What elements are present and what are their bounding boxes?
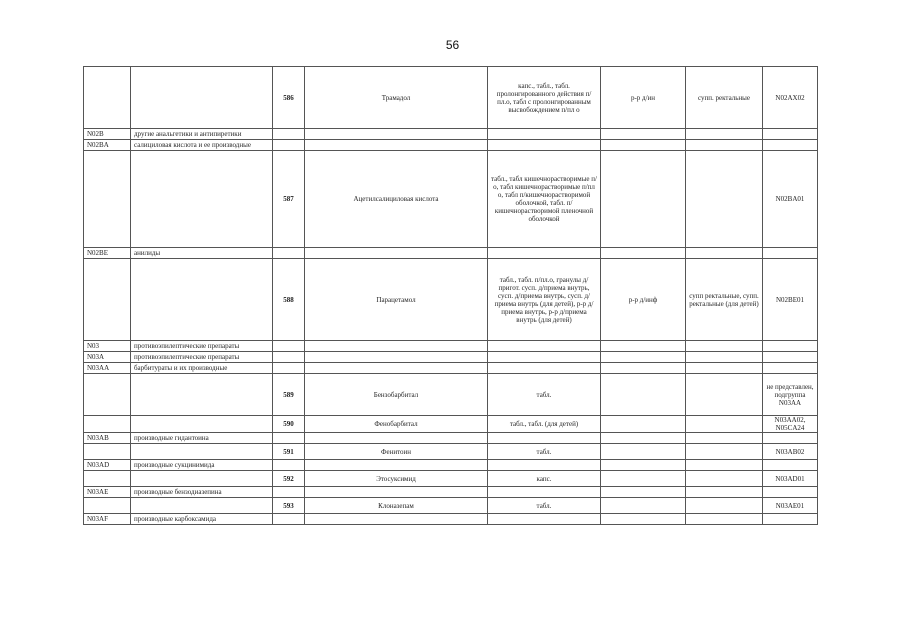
code-cell (84, 416, 131, 433)
dosage-form: капс., табл., табл. пролонгированного действия п/пл.о, табл с пролонгированным высвобождением п/пл о (488, 67, 601, 129)
drug-name (305, 487, 488, 498)
suppository-form (686, 341, 763, 352)
drug-name: Клоназепам (305, 498, 488, 514)
drug-row (84, 444, 818, 460)
group-cell (131, 259, 273, 341)
drug-name (305, 352, 488, 363)
code-cell (84, 151, 131, 248)
injection-form (601, 433, 686, 444)
drug-row (84, 259, 818, 341)
drug-name: Фенитоин (305, 444, 488, 460)
injection-form (601, 151, 686, 248)
drug-name (305, 341, 488, 352)
drug-number (273, 129, 305, 140)
injection-form: р-р д/ин (601, 67, 686, 129)
drug-name (305, 433, 488, 444)
drug-number (273, 341, 305, 352)
suppository-form (686, 433, 763, 444)
group-row (84, 248, 818, 259)
drug-number: 589 (273, 374, 305, 416)
atc-code (763, 352, 818, 363)
suppository-form: супп ректальные, супп. ректальные (для детей) (686, 259, 763, 341)
code-cell: N02BA (84, 140, 131, 151)
group-cell: противоэпилептические препараты (131, 341, 273, 352)
drug-name (305, 363, 488, 374)
dosage-form: табл., табл. (для детей) (488, 416, 601, 433)
code-cell (84, 444, 131, 460)
drug-name: Этосуксимид (305, 471, 488, 487)
drug-row (84, 374, 818, 416)
suppository-form (686, 487, 763, 498)
injection-form (601, 341, 686, 352)
group-row (84, 341, 818, 352)
drug-number: 593 (273, 498, 305, 514)
code-cell (84, 498, 131, 514)
dosage-form (488, 363, 601, 374)
drug-number (273, 140, 305, 151)
group-cell: производные карбоксамида (131, 514, 273, 525)
group-cell (131, 498, 273, 514)
suppository-form: супп. ректальные (686, 67, 763, 129)
injection-form (601, 498, 686, 514)
drug-row (84, 67, 818, 129)
injection-form (601, 444, 686, 460)
atc-code (763, 129, 818, 140)
dosage-form (488, 352, 601, 363)
injection-form (601, 248, 686, 259)
dosage-form: капс. (488, 471, 601, 487)
group-cell (131, 67, 273, 129)
atc-code: N02AX02 (763, 67, 818, 129)
code-cell (84, 67, 131, 129)
code-cell: N03AB (84, 433, 131, 444)
suppository-form (686, 514, 763, 525)
suppository-form (686, 416, 763, 433)
drug-number: 591 (273, 444, 305, 460)
drug-name: Парацетамол (305, 259, 488, 341)
dosage-form (488, 487, 601, 498)
injection-form (601, 514, 686, 525)
drug-name: Трамадол (305, 67, 488, 129)
group-cell: производные сукцинимида (131, 460, 273, 471)
code-cell (84, 374, 131, 416)
group-row (84, 433, 818, 444)
group-cell: другие анальгетики и антипиретики (131, 129, 273, 140)
page-number: 56 (445, 38, 460, 52)
group-row (84, 487, 818, 498)
suppository-form (686, 352, 763, 363)
suppository-form (686, 151, 763, 248)
drug-number (273, 514, 305, 525)
drug-number: 586 (273, 67, 305, 129)
code-cell: N03AA (84, 363, 131, 374)
suppository-form (686, 140, 763, 151)
drug-number (273, 363, 305, 374)
drug-table (83, 66, 818, 525)
drug-number: 590 (273, 416, 305, 433)
dosage-form (488, 433, 601, 444)
atc-code: N03AE01 (763, 498, 818, 514)
dosage-form: табл., табл. п/пл.о, гранулы д/пригот. сусп. д/приема внутрь, сусп. д/приема внутрь, сусп. д/приема внутрь (для детей), р-р д/приема внутрь, р-р д/приема внутрь (для детей) (488, 259, 601, 341)
group-cell: производные бензодиазепина (131, 487, 273, 498)
atc-code (763, 487, 818, 498)
dosage-form (488, 341, 601, 352)
drug-name (305, 514, 488, 525)
dosage-form: табл., табл кишечнорастворимые п/о, табл кишечнорастворимые п/пл о, табл п/кишечнорастворимой оболочкой, табл. п/кишечнорастворимой пленочной оболочкой (488, 151, 601, 248)
drug-name (305, 248, 488, 259)
drug-number: 587 (273, 151, 305, 248)
drug-name (305, 129, 488, 140)
group-cell (131, 444, 273, 460)
group-cell (131, 471, 273, 487)
group-row (84, 352, 818, 363)
atc-code: N03AA02, N05CA24 (763, 416, 818, 433)
code-cell: N03AE (84, 487, 131, 498)
suppository-form (686, 498, 763, 514)
injection-form (601, 140, 686, 151)
suppository-form (686, 471, 763, 487)
dosage-form (488, 248, 601, 259)
dosage-form: табл. (488, 498, 601, 514)
drug-number (273, 433, 305, 444)
group-cell: анилиды (131, 248, 273, 259)
injection-form (601, 460, 686, 471)
dosage-form (488, 514, 601, 525)
atc-code: N03AB02 (763, 444, 818, 460)
dosage-form (488, 460, 601, 471)
code-cell: N02BE (84, 248, 131, 259)
suppository-form (686, 129, 763, 140)
drug-number (273, 248, 305, 259)
drug-name (305, 140, 488, 151)
code-cell: N03AD (84, 460, 131, 471)
injection-form (601, 374, 686, 416)
group-row (84, 363, 818, 374)
atc-code: N02BE01 (763, 259, 818, 341)
suppository-form (686, 248, 763, 259)
drug-row (84, 471, 818, 487)
group-cell: салициловая кислота и ее производные (131, 140, 273, 151)
injection-form (601, 129, 686, 140)
dosage-form: табл. (488, 444, 601, 460)
atc-code (763, 248, 818, 259)
code-cell (84, 471, 131, 487)
atc-code (763, 341, 818, 352)
drug-name (305, 460, 488, 471)
table-body (84, 67, 818, 525)
drug-name: Фенобарбитал (305, 416, 488, 433)
injection-form (601, 352, 686, 363)
drug-number (273, 352, 305, 363)
group-row (84, 140, 818, 151)
group-cell: барбитураты и их производные (131, 363, 273, 374)
code-cell (84, 259, 131, 341)
drug-number (273, 487, 305, 498)
injection-form (601, 471, 686, 487)
drug-row (84, 498, 818, 514)
group-cell: производные гидантоина (131, 433, 273, 444)
injection-form (601, 363, 686, 374)
group-cell (131, 416, 273, 433)
suppository-form (686, 363, 763, 374)
drug-number (273, 460, 305, 471)
injection-form (601, 487, 686, 498)
suppository-form (686, 460, 763, 471)
atc-code (763, 460, 818, 471)
atc-code: N03AD01 (763, 471, 818, 487)
suppository-form (686, 444, 763, 460)
drug-name: Ацетилсалициловая кислота (305, 151, 488, 248)
drug-row (84, 416, 818, 433)
atc-code: N02BA01 (763, 151, 818, 248)
dosage-form: табл. (488, 374, 601, 416)
drug-number: 592 (273, 471, 305, 487)
atc-code (763, 433, 818, 444)
dosage-form (488, 140, 601, 151)
atc-code (763, 514, 818, 525)
dosage-form (488, 129, 601, 140)
atc-code: не представлен, подгруппа N03AA (763, 374, 818, 416)
atc-code (763, 140, 818, 151)
code-cell: N03AF (84, 514, 131, 525)
drug-number: 588 (273, 259, 305, 341)
injection-form: р-р д/инф (601, 259, 686, 341)
injection-form (601, 416, 686, 433)
group-cell: противоэпилептические препараты (131, 352, 273, 363)
suppository-form (686, 374, 763, 416)
group-row (84, 514, 818, 525)
code-cell: N03A (84, 352, 131, 363)
drug-row (84, 151, 818, 248)
group-row (84, 129, 818, 140)
group-row (84, 460, 818, 471)
drug-name: Бензобарбитал (305, 374, 488, 416)
group-cell (131, 374, 273, 416)
code-cell: N02B (84, 129, 131, 140)
code-cell: N03 (84, 341, 131, 352)
atc-code (763, 363, 818, 374)
group-cell (131, 151, 273, 248)
